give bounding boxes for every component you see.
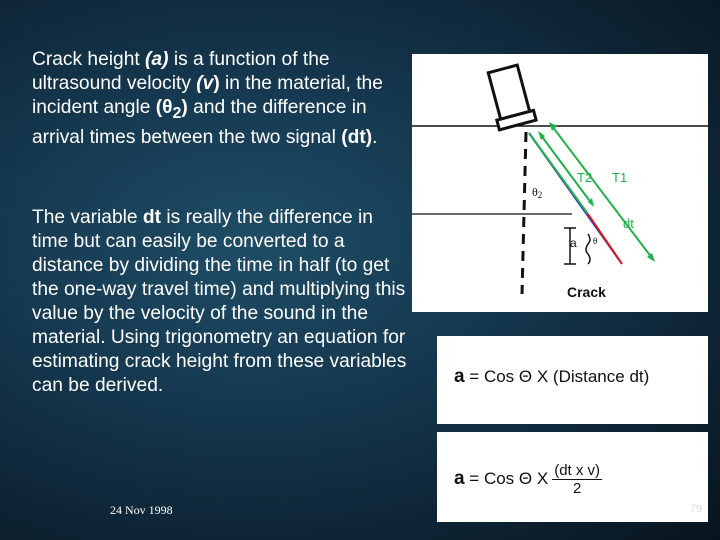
crack-squiggle	[586, 234, 590, 264]
theta-subscript: 2	[537, 190, 543, 200]
p2-text-1: The variable	[32, 207, 143, 228]
eq2-a: a	[454, 467, 465, 489]
normal-dashed-line	[522, 132, 526, 294]
p1-text-3: in the material, the incident angle	[32, 73, 383, 118]
tofd-diagram	[412, 54, 708, 312]
label-crack: Crack	[567, 284, 606, 300]
footer-date: 24 Nov 1998	[110, 503, 173, 517]
p1-period: .	[372, 126, 378, 148]
p1-text-1: Crack height	[32, 49, 146, 70]
p1-text-2: is a function of the ultrasound velocity	[32, 49, 330, 94]
crack-height-paragraph	[32, 48, 412, 150]
p2-var-dt: dt	[142, 207, 162, 228]
p1-theta-sub: 2	[172, 104, 182, 122]
p1-var-theta: (θ	[155, 97, 173, 118]
variable-dt-paragraph	[32, 206, 412, 398]
transducer-icon	[484, 64, 536, 130]
eq2-rhs: = Cos Θ X	[464, 468, 549, 488]
eq2-fraction	[552, 462, 602, 497]
p2-text-2: is really the difference in time but can easily be converted to a distance by dividing the time in half (to get the one-way travel time) and multiplying this value by the velocity of the sound in the material. Using trigonometry an equation for estimating crack height from these variables can be derived.	[32, 207, 407, 396]
p1-paren-2: )	[181, 97, 188, 118]
theta-glyph: θ	[532, 185, 538, 199]
slide-number: 79	[690, 503, 703, 515]
equation-2-box	[437, 432, 708, 522]
label-t1: T1	[612, 170, 628, 185]
label-t2: T2	[577, 170, 593, 185]
equation-2	[454, 462, 602, 497]
tofd-diagram-svg	[412, 54, 708, 312]
p1-paren: )	[213, 73, 220, 94]
eq1-a: a	[454, 366, 465, 387]
label-theta2	[532, 185, 542, 200]
eq1-rhs: = Cos Θ X (Distance dt)	[464, 367, 650, 386]
p1-var-dt: (dt)	[341, 126, 373, 148]
p1-text-4: and the difference in arrival times between the two signal	[32, 97, 367, 148]
label-a: a	[570, 236, 577, 250]
label-small-theta: θ	[593, 236, 598, 246]
eq2-numerator: (dt x v)	[554, 462, 601, 479]
t1-arrow	[552, 126, 652, 258]
label-dt: dt	[623, 216, 634, 231]
equation-1-box	[437, 336, 708, 424]
p1-var-v: (v	[196, 73, 214, 94]
p1-var-a: (a)	[145, 49, 169, 70]
equation-1	[454, 366, 649, 388]
eq2-denominator: 2	[572, 480, 582, 497]
